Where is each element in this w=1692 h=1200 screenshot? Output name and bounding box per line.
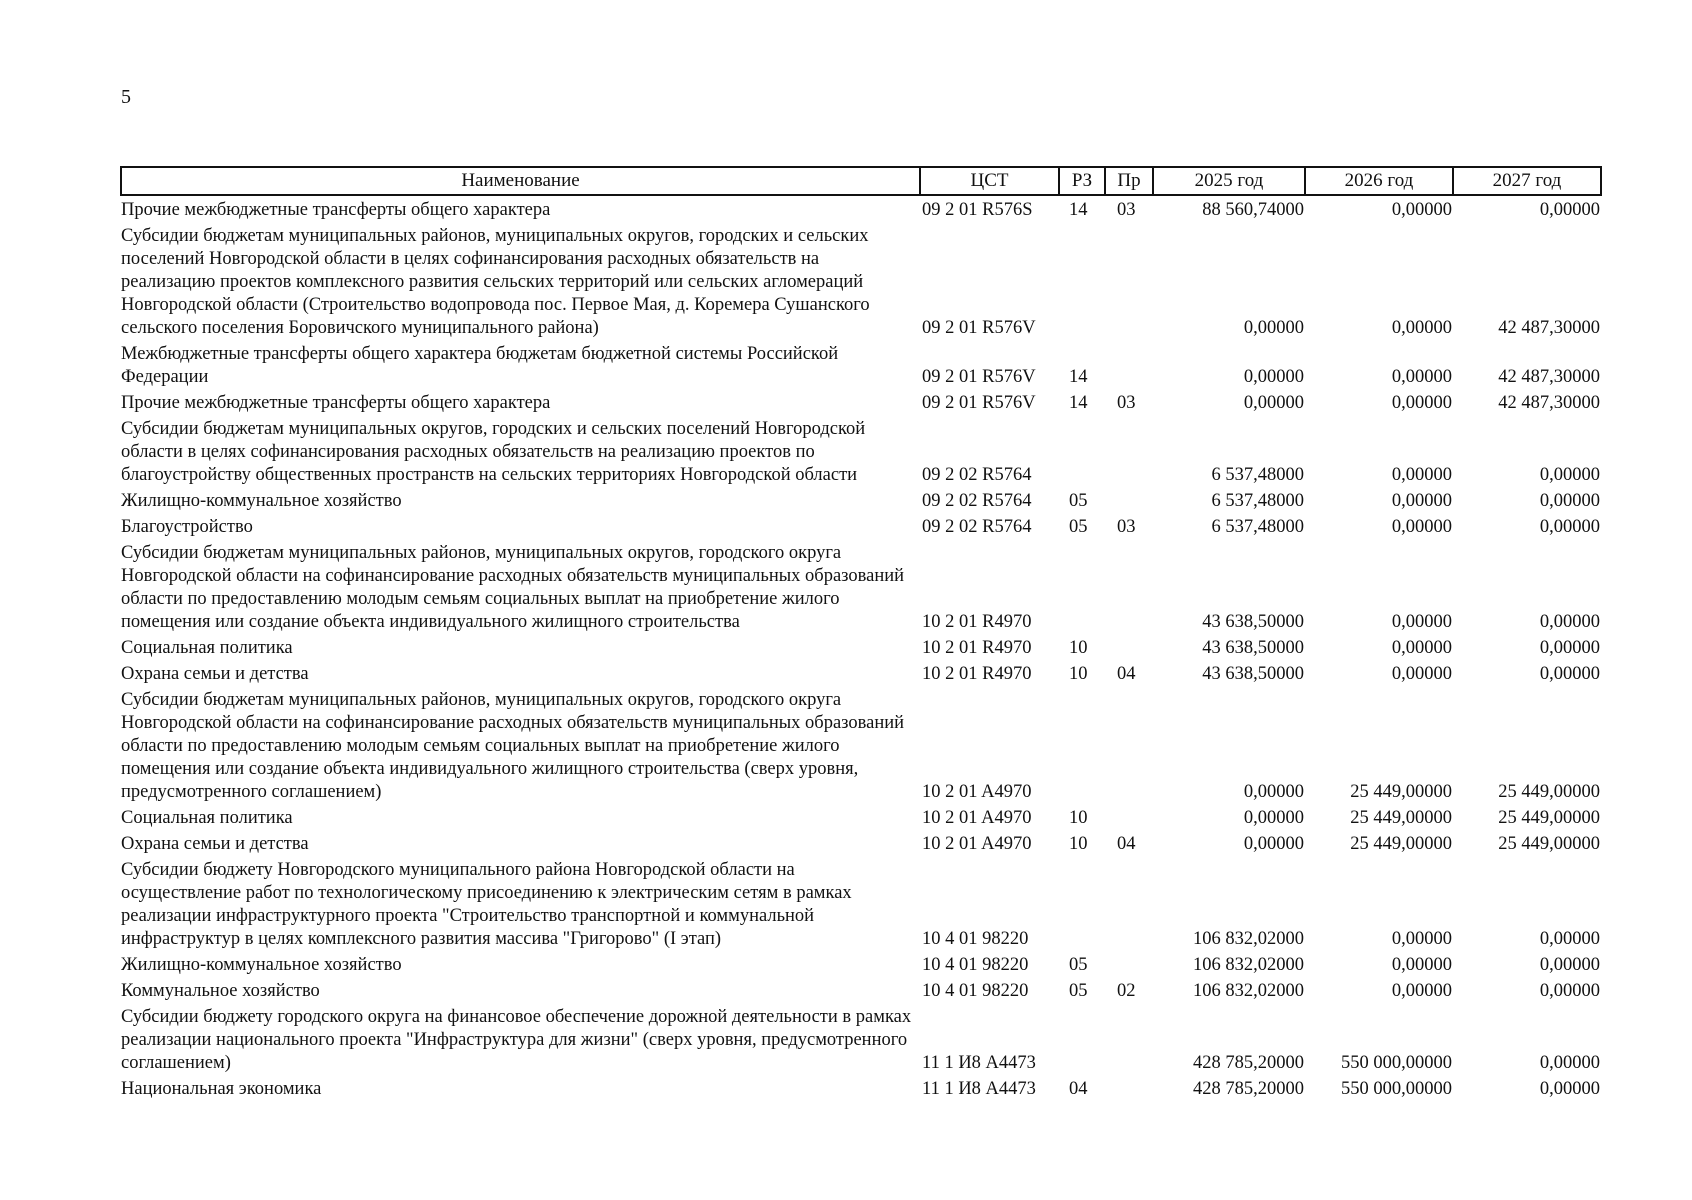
row-2026: 0,00000 — [1391, 664, 1452, 684]
row-name: Охрана семьи и детства — [121, 664, 309, 684]
row-2026: 0,00000 — [1391, 638, 1452, 658]
row-2026: 0,00000 — [1391, 929, 1452, 949]
row-2025: 6 537,48000 — [1211, 491, 1304, 511]
row-2025: 0,00000 — [1243, 834, 1304, 854]
row-name: Жилищно-коммунальное хозяйство — [121, 955, 402, 975]
row-pr — [1105, 1075, 1153, 1101]
row-2026: 0,00000 — [1391, 491, 1452, 511]
row-2025: 6 537,48000 — [1211, 517, 1304, 537]
row-name: Межбюджетные трансферты общего характера бюджетам бюджетной системы Российской Федерации — [121, 344, 839, 387]
table-row — [121, 1075, 1601, 1101]
row-cst: 09 2 02 R5764 — [922, 491, 1032, 511]
row-2026: 25 449,00000 — [1350, 782, 1452, 802]
row-2026: 0,00000 — [1391, 367, 1452, 387]
row-2025: 43 638,50000 — [1202, 664, 1304, 684]
row-cst: 09 2 02 R5764 — [922, 517, 1032, 537]
table-row — [121, 389, 1601, 415]
row-pr — [1105, 539, 1153, 634]
row-2026: 0,00000 — [1391, 318, 1452, 338]
table-row — [121, 804, 1601, 830]
row-2026: 0,00000 — [1391, 955, 1452, 975]
row-2027: 0,00000 — [1539, 491, 1600, 511]
row-rz: 05 — [1069, 981, 1088, 1001]
row-name: Социальная политика — [121, 808, 293, 828]
row-2026: 25 449,00000 — [1350, 834, 1452, 854]
table-row — [121, 1003, 1601, 1075]
header-name: Наименование — [121, 167, 920, 195]
row-2027: 42 487,30000 — [1498, 367, 1600, 387]
row-cst: 10 4 01 98220 — [922, 955, 1029, 975]
row-cst: 10 4 01 98220 — [922, 929, 1029, 949]
row-2027: 0,00000 — [1539, 981, 1600, 1001]
header-2026: 2026 год — [1305, 167, 1453, 195]
row-cst: 09 2 02 R5764 — [922, 465, 1032, 485]
row-rz: 14 — [1069, 393, 1088, 413]
row-pr: 04 — [1117, 664, 1136, 684]
row-2025: 428 785,20000 — [1193, 1079, 1304, 1099]
row-rz: 14 — [1069, 200, 1088, 220]
row-cst: 09 2 01 R576S — [922, 200, 1033, 220]
row-pr: 02 — [1117, 981, 1136, 1001]
table-row — [121, 513, 1601, 539]
row-name: Жилищно-коммунальное хозяйство — [121, 491, 402, 511]
header-rz: РЗ — [1059, 167, 1105, 195]
row-cst: 10 2 01 R4970 — [922, 612, 1032, 632]
row-rz: 05 — [1069, 491, 1088, 511]
row-rz — [1059, 686, 1105, 804]
row-name: Прочие межбюджетные трансферты общего характера — [121, 200, 551, 220]
row-cst: 11 1 И8 А4473 — [922, 1053, 1036, 1073]
row-2027: 0,00000 — [1539, 1079, 1600, 1099]
row-pr — [1105, 340, 1153, 389]
row-pr: 03 — [1117, 393, 1136, 413]
row-rz — [1059, 856, 1105, 951]
row-pr — [1105, 804, 1153, 830]
row-2027: 25 449,00000 — [1498, 782, 1600, 802]
row-2025: 106 832,02000 — [1193, 929, 1304, 949]
budget-table — [120, 166, 1602, 1101]
row-rz — [1059, 539, 1105, 634]
row-2026: 0,00000 — [1391, 465, 1452, 485]
row-name: Субсидии бюджету городского округа на финансовое обеспечение дорожной деятельности в рамках реализации национального проекта "Инфраструктура для жизни" (сверх уровня, предусмотренного соглашением) — [121, 1007, 912, 1073]
table-row — [121, 856, 1601, 951]
row-cst: 10 2 01 A4970 — [922, 834, 1032, 854]
row-pr: 03 — [1117, 200, 1136, 220]
row-cst: 11 1 И8 А4473 — [922, 1079, 1036, 1099]
row-2025: 0,00000 — [1243, 393, 1304, 413]
row-2027: 25 449,00000 — [1498, 834, 1600, 854]
row-2026: 0,00000 — [1391, 981, 1452, 1001]
row-name: Социальная политика — [121, 638, 293, 658]
row-2026: 550 000,00000 — [1341, 1079, 1452, 1099]
row-name: Благоустройство — [121, 517, 253, 537]
table-row — [121, 222, 1601, 340]
row-2027: 42 487,30000 — [1498, 393, 1600, 413]
row-2027: 0,00000 — [1539, 955, 1600, 975]
row-rz: 05 — [1069, 955, 1088, 975]
row-2025: 0,00000 — [1243, 808, 1304, 828]
row-2025: 0,00000 — [1243, 318, 1304, 338]
row-cst: 10 2 01 A4970 — [922, 808, 1032, 828]
row-rz — [1059, 222, 1105, 340]
row-rz: 10 — [1069, 808, 1088, 828]
header-2025: 2025 год — [1153, 167, 1305, 195]
row-pr — [1105, 634, 1153, 660]
table-row — [121, 977, 1601, 1003]
row-2026: 0,00000 — [1391, 517, 1452, 537]
row-name: Субсидии бюджетам муниципальных районов, муниципальных округов, городского округа Новгородской области на софинансирование расходных обязательств муниципальных образований области по предоставлению молодым семьям социальных выплат на приобретение жилого помещения или создание объекта индивидуального жилищного строительства — [121, 543, 905, 632]
row-2025: 0,00000 — [1243, 782, 1304, 802]
row-2027: 42 487,30000 — [1498, 318, 1600, 338]
row-rz: 05 — [1069, 517, 1088, 537]
row-2026: 0,00000 — [1391, 393, 1452, 413]
row-cst: 09 2 01 R576V — [922, 318, 1036, 338]
row-pr — [1105, 856, 1153, 951]
row-2026: 0,00000 — [1391, 612, 1452, 632]
row-rz: 10 — [1069, 638, 1088, 658]
table-row — [121, 539, 1601, 634]
row-2025: 428 785,20000 — [1193, 1053, 1304, 1073]
row-name: Прочие межбюджетные трансферты общего характера — [121, 393, 551, 413]
row-2027: 0,00000 — [1539, 612, 1600, 632]
row-2026: 0,00000 — [1391, 200, 1452, 220]
row-rz: 10 — [1069, 834, 1088, 854]
header-cst: ЦСТ — [920, 167, 1059, 195]
row-pr: 03 — [1117, 517, 1136, 537]
header-pr: Пр — [1105, 167, 1153, 195]
table-row — [121, 487, 1601, 513]
row-2027: 0,00000 — [1539, 517, 1600, 537]
row-cst: 10 4 01 98220 — [922, 981, 1029, 1001]
table-row — [121, 634, 1601, 660]
row-2026: 550 000,00000 — [1341, 1053, 1452, 1073]
row-rz: 10 — [1069, 664, 1088, 684]
row-2027: 0,00000 — [1539, 1053, 1600, 1073]
row-cst: 10 2 01 R4970 — [922, 638, 1032, 658]
row-rz — [1059, 415, 1105, 487]
row-2025: 43 638,50000 — [1202, 612, 1304, 632]
row-rz: 14 — [1069, 367, 1088, 387]
table-row — [121, 951, 1601, 977]
row-pr — [1105, 487, 1153, 513]
row-rz: 04 — [1069, 1079, 1088, 1099]
row-2027: 25 449,00000 — [1498, 808, 1600, 828]
row-2027: 0,00000 — [1539, 664, 1600, 684]
row-pr — [1105, 222, 1153, 340]
table-row — [121, 830, 1601, 856]
table-row — [121, 415, 1601, 487]
row-2027: 0,00000 — [1539, 638, 1600, 658]
page-number: 5 — [121, 86, 131, 108]
row-pr: 04 — [1117, 834, 1136, 854]
row-name: Субсидии бюджетам муниципальных округов, городских и сельских поселений Новгородской области в целях софинансирования расходных обязательств на реализацию проектов по благоустройству общественных пространств на сельских территориях Новгородской области — [121, 419, 866, 485]
table-row — [121, 660, 1601, 686]
row-name: Субсидии бюджетам муниципальных районов, муниципальных округов, городских и сельских поселений Новгородской области в целях софинансирования расходных обязательств на реализацию проектов комплексного развития сельских территорий или сельских агломераций Новгородской области (Строительство водопровода пос. Первое Мая, д. Коремера Сушанского сельского поселения Боровичского муниципального района) — [121, 226, 870, 338]
table-row — [121, 340, 1601, 389]
row-name: Субсидии бюджетам муниципальных районов, муниципальных округов, городского округа Новгородской области на софинансирование расходных обязательств муниципальных образований области по предоставлению молодым семьям социальных выплат на приобретение жилого помещения или создание объекта индивидуального жилищного строительства (сверх уровня, предусмотренного соглашением) — [121, 690, 905, 802]
table-row — [121, 195, 1601, 222]
table-row — [121, 686, 1601, 804]
row-2025: 6 537,48000 — [1211, 465, 1304, 485]
row-name: Национальная экономика — [121, 1079, 322, 1099]
row-name: Коммунальное хозяйство — [121, 981, 320, 1001]
row-2027: 0,00000 — [1539, 200, 1600, 220]
row-pr — [1105, 415, 1153, 487]
row-cst: 10 2 01 A4970 — [922, 782, 1032, 802]
row-2025: 106 832,02000 — [1193, 981, 1304, 1001]
header-2027: 2027 год — [1453, 167, 1601, 195]
row-2025: 106 832,02000 — [1193, 955, 1304, 975]
row-pr — [1105, 686, 1153, 804]
row-rz — [1059, 1003, 1105, 1075]
row-cst: 09 2 01 R576V — [922, 367, 1036, 387]
row-pr — [1105, 951, 1153, 977]
row-2025: 0,00000 — [1243, 367, 1304, 387]
row-cst: 09 2 01 R576V — [922, 393, 1036, 413]
row-cst: 10 2 01 R4970 — [922, 664, 1032, 684]
row-2025: 43 638,50000 — [1202, 638, 1304, 658]
row-pr — [1105, 1003, 1153, 1075]
row-name: Охрана семьи и детства — [121, 834, 309, 854]
row-2026: 25 449,00000 — [1350, 808, 1452, 828]
row-name: Субсидии бюджету Новгородского муниципального района Новгородской области на осуществление работ по технологическому присоединению к электрическим сетям в рамках реализации инфраструктурного проекта "Строительство транспортной и коммунальной инфраструктур в целях комплексного развития массива "Григорово" (I этап) — [121, 860, 852, 949]
row-2027: 0,00000 — [1539, 929, 1600, 949]
row-2027: 0,00000 — [1539, 465, 1600, 485]
row-2025: 88 560,74000 — [1202, 200, 1304, 220]
table-header-row — [121, 167, 1601, 195]
